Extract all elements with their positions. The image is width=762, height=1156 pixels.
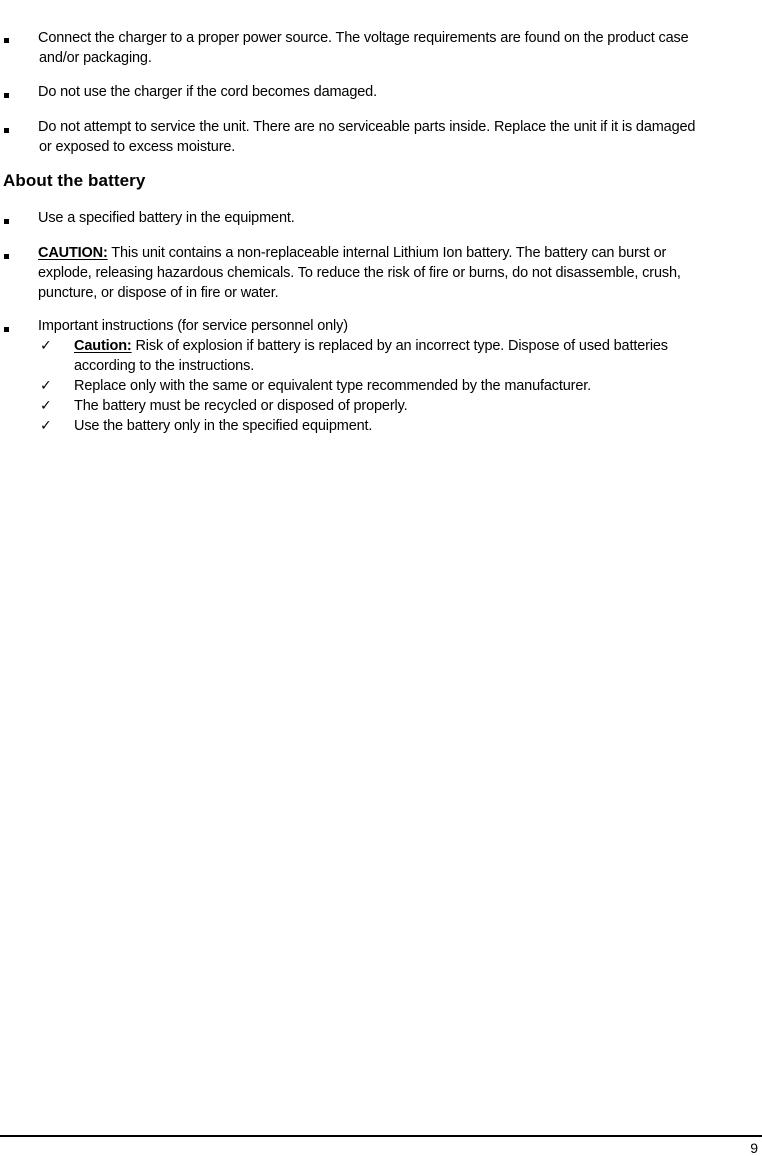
list-item-line: Connect the charger to a proper power source. The voltage requirements are found on the product case [38, 30, 689, 46]
checkmark-icon: ✓ [40, 338, 52, 354]
check-item-text: Replace only with the same or equivalent type recommended by the manufacturer. [74, 378, 592, 394]
list-item-text [38, 28, 758, 68]
caution-label: Caution: [74, 338, 132, 354]
caution-text [38, 243, 758, 303]
square-bullet [4, 219, 9, 224]
check-item-line-text: Risk of explosion if battery is replaced by an incorrect type. Dispose of used batteries [131, 338, 668, 354]
list-item-line: or exposed to excess moisture. [39, 139, 236, 155]
caution-line: puncture, or dispose of in fire or water. [38, 285, 279, 301]
list-item-text: Important instructions (for service personnel only) [38, 318, 348, 334]
check-item-line [74, 336, 734, 356]
list-item-text: Use a specified battery in the equipment. [38, 210, 295, 226]
check-item-text: The battery must be recycled or disposed of properly. [74, 398, 408, 414]
caution-line-text: This unit contains a non-replaceable internal Lithium Ion battery. The battery can burst or [107, 245, 667, 261]
square-bullet [4, 327, 9, 332]
caution-line [38, 243, 758, 263]
square-bullet [4, 93, 9, 98]
square-bullet [4, 38, 9, 43]
page-number: 9 [750, 1140, 758, 1156]
list-item-text: Do not use the charger if the cord becomes damaged. [38, 84, 377, 100]
check-item-text: Use the battery only in the specified equipment. [74, 418, 373, 434]
section-heading: About the battery [3, 171, 146, 190]
square-bullet [4, 254, 9, 259]
checkmark-icon: ✓ [40, 378, 52, 394]
checkmark-icon: ✓ [40, 418, 52, 434]
list-item-text [38, 117, 758, 157]
caution-line: explode, releasing hazardous chemicals. To reduce the risk of fire or burns, do not disassemble, crush, [38, 265, 681, 281]
check-item-text [74, 336, 734, 376]
check-item-line: according to the instructions. [74, 358, 255, 374]
list-item-line: and/or packaging. [39, 50, 152, 66]
square-bullet [4, 128, 9, 133]
checkmark-icon: ✓ [40, 398, 52, 414]
footer-divider [0, 1135, 762, 1137]
caution-label: CAUTION: [38, 245, 108, 261]
list-item-line: Do not attempt to service the unit. There are no serviceable parts inside. Replace the unit if it is damaged [38, 119, 696, 135]
